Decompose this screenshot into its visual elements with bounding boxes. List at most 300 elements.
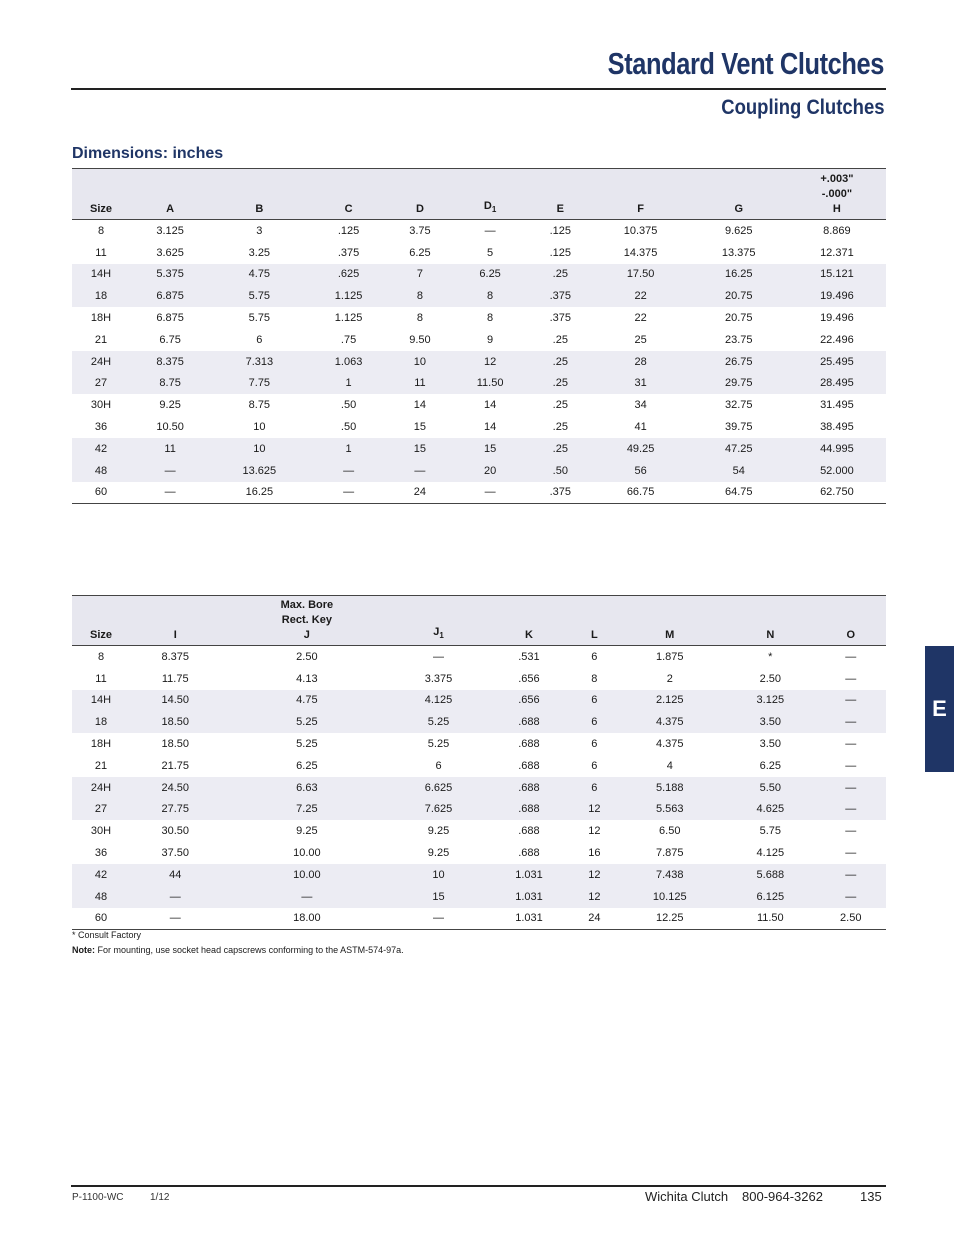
footnote: * Consult Factory [72,930,142,940]
table-cell: .688 [484,799,574,821]
table-row [72,329,886,351]
table-cell: 8.375 [130,351,210,373]
table-cell: 26.75 [690,351,788,373]
table-cell: 10.00 [220,864,393,886]
table-cell: 27.75 [130,799,220,821]
table-row [72,285,886,307]
table-cell: 6 [574,711,614,733]
table-cell: 22.496 [820,333,854,346]
table-cell: .688 [518,738,540,751]
table-cell: 11 [130,438,210,460]
table-cell: 4.75 [210,264,308,286]
table-cell: — [130,460,210,482]
table-cell: — [433,650,444,663]
table-row [72,394,886,416]
table-cell: 6 [256,333,263,346]
table-cell: 5.75 [248,312,271,325]
table-cell: 2.50 [759,672,781,685]
table-cell: 21.75 [161,759,189,772]
table-cell: 66.75 [626,486,655,499]
table-cell: — [484,224,496,237]
table-cell: 6 [435,759,442,772]
table-cell: 5.25 [220,711,393,733]
table-cell: .688 [484,711,574,733]
table-cell: 2.50 [296,650,318,663]
table-row [72,438,886,460]
table-cell: 9.50 [409,333,431,346]
table-cell: 7.313 [210,351,308,373]
table-row [72,668,886,690]
table-cell: 6.63 [220,777,393,799]
table-cell: 6.75 [159,333,181,346]
col-header-j: Max. Bore Rect. Key J [220,596,393,646]
table-cell: .75 [340,333,357,346]
table-row [72,842,886,864]
table-cell: 18.50 [161,738,189,751]
table-cell: 6 [591,759,598,772]
table-cell: 37.50 [161,847,189,860]
table-cell: 5.375 [130,264,210,286]
col-header-k: K [484,596,574,646]
table-cell: 1.031 [484,864,574,886]
table-cell: 62.750 [820,486,854,499]
table-cell: 9.25 [427,847,450,860]
table-row [72,799,886,821]
table-cell: 6.25 [296,759,318,772]
table-cell: 9.25 [296,825,318,838]
table-cell: — [845,650,857,663]
table-cell: 9.625 [724,224,753,237]
table-cell: 4.375 [614,711,725,733]
table-cell: — [130,886,220,908]
table-cell: 14 [483,399,497,412]
table-cell: 39.75 [724,421,753,434]
table-cell: .375 [549,312,571,325]
mounting-note [72,945,404,955]
table-cell: 32.75 [724,399,753,412]
table-cell: 1.875 [655,650,684,663]
table-cell: 11.75 [161,672,189,685]
table-cell: 1.031 [484,886,574,908]
table-cell: 48 [72,460,130,482]
table-cell: 19.496 [788,285,886,307]
table-cell: 7.75 [210,373,308,395]
table-cell: 2.50 [840,912,862,925]
dimensions-heading: Dimensions: inches [72,145,224,162]
table-cell: 28.495 [788,373,886,395]
table-cell: 3.125 [156,224,184,237]
table-cell: — [845,672,857,685]
footer-rule [71,1185,886,1187]
col-header-n: N [725,596,815,646]
table-cell: 7.875 [655,847,684,860]
table-row [72,886,886,908]
table-cell: 56 [592,460,690,482]
table-cell: 6.625 [393,777,483,799]
table-cell: .531 [518,650,540,663]
table-cell: 52.000 [788,460,886,482]
table-cell: 9.25 [159,399,181,412]
page-number: 135 [860,1189,882,1204]
note-label: Note: [72,945,95,955]
table-cell: .125 [549,224,571,237]
table-row [72,733,886,755]
table-cell: 14 [413,399,427,412]
table-cell: 4.625 [725,799,815,821]
table-row [72,646,886,668]
table-cell: — [845,825,857,838]
table-cell: 10 [210,438,308,460]
table-cell: 21 [94,759,108,772]
table-cell: 36 [94,421,108,434]
table-cell: 31 [592,373,690,395]
table-row [72,864,886,886]
table-cell: .375 [529,285,591,307]
table-cell: 44.995 [788,438,886,460]
table-cell: 4.13 [296,672,318,685]
table-cell: 1.031 [515,912,543,925]
table-cell: 6 [591,650,598,663]
table-cell: 12 [588,825,601,838]
col-header-size: Size [72,596,130,646]
table-cell: 4.125 [756,847,785,860]
table-cell: 8 [97,224,105,237]
table-cell: 16.25 [245,486,274,499]
table-cell: 20 [451,460,529,482]
footer-catalog-code: P-1100-WC [72,1192,124,1203]
table-cell: 42 [72,864,130,886]
table-cell: 4 [666,759,673,772]
table-cell: .656 [518,672,540,685]
table-cell: .125 [337,224,360,237]
table-cell: .688 [518,847,540,860]
table-cell: .625 [308,264,388,286]
table-cell: 31.495 [820,399,854,412]
table-cell: 15 [413,421,427,434]
table-row [72,264,886,286]
table-row [72,690,886,712]
table-cell: 12 [574,799,614,821]
table-cell: 10 [393,864,483,886]
table-header-row [72,169,886,220]
table-cell: 41 [634,421,647,434]
table-cell: 8.75 [130,373,210,395]
table-cell: 30H [90,825,112,838]
table-row [72,373,886,395]
table-cell: 8.869 [823,224,851,237]
table-cell: — [845,847,857,860]
table-cell: 12.25 [655,912,684,925]
table-cell: 10 [253,421,266,434]
table-cell: 6.25 [451,264,529,286]
table-cell: 11 [389,373,451,395]
table-cell: 8 [97,650,105,663]
table-cell: 3.25 [248,246,271,259]
table-cell: 5.75 [759,825,781,838]
col-header-d: D [389,169,451,220]
table-cell: 9 [487,333,494,346]
table-cell: — [433,912,444,925]
table-cell: 7.625 [393,799,483,821]
footer-date: 1/12 [150,1192,170,1203]
table-cell: 6 [591,738,598,751]
col-header-i: I [130,596,220,646]
page-subtitle: Coupling Clutches [720,96,884,119]
table-cell: 24H [72,351,130,373]
table-cell: 16.25 [690,264,788,286]
table-cell: 6.25 [759,759,781,772]
table-cell: 6.50 [659,825,681,838]
table-cell: 14.375 [623,246,658,259]
footer-company: Wichita Clutch [645,1189,729,1204]
table-cell: 6 [574,690,614,712]
col-header-a: A [130,169,210,220]
table-row [72,482,886,504]
table-cell: 21 [94,333,108,346]
table-cell: 8 [389,285,451,307]
table-row [72,242,886,264]
table-cell: — [816,777,886,799]
table-cell: 3.75 [409,224,431,237]
table-cell: 3.375 [424,672,453,685]
table-cell: .375 [337,246,360,259]
table-cell: 18H [90,312,112,325]
table-cell: 12 [574,864,614,886]
table-cell: 9.25 [427,825,450,838]
table-cell: .688 [484,777,574,799]
col-header-e: E [529,169,591,220]
col-header-d1: $D_1$ [451,169,529,220]
table-cell: 6.875 [130,285,210,307]
table-cell: .688 [518,759,540,772]
table-cell: 13.625 [210,460,308,482]
table-header-row [72,596,886,646]
col-header-l: L [574,596,614,646]
col-header-o: O [816,596,886,646]
table-cell: 29.75 [690,373,788,395]
table-cell: .688 [518,825,540,838]
dimensions-table-1 [72,168,886,504]
table-cell: 7 [389,264,451,286]
table-cell: 12.371 [820,246,854,259]
page-title: Standard Vent Clutches [607,46,884,81]
table-cell: 8.375 [161,650,189,663]
table-cell: — [220,886,393,908]
table-cell: 25 [634,333,647,346]
table-cell: — [845,738,857,751]
table-cell: 5.688 [725,864,815,886]
table-cell: 6 [574,777,614,799]
table-cell: 10.125 [614,886,725,908]
table-cell: — [343,486,355,499]
table-cell: — [816,799,886,821]
table-cell: 3.125 [725,690,815,712]
table-cell: 12 [451,351,529,373]
table-cell: 8 [451,285,529,307]
table-cell: 5.75 [210,285,308,307]
note-text: For mounting, use socket head capscrews conforming to the ASTM-574-97a. [95,945,404,955]
table-cell: 60 [94,912,108,925]
table-cell: 15 [393,886,483,908]
table-cell: 2.125 [614,690,725,712]
table-cell: 7.25 [220,799,393,821]
table-cell: * [768,650,773,663]
table-cell: 30H [90,399,112,412]
table-cell: 6.125 [725,886,815,908]
table-cell: 16 [588,847,601,860]
table-cell: 12 [574,886,614,908]
table-cell: .25 [552,421,568,434]
col-header-c: C [308,169,388,220]
table-cell: 11.50 [756,912,784,925]
table-cell: 34 [634,399,647,412]
table-cell: 1.125 [334,312,363,325]
table-cell: 5.25 [427,738,450,751]
table-cell: — [816,864,886,886]
table-cell: .25 [552,333,568,346]
table-cell: 22 [634,312,647,325]
table-cell: 47.25 [690,438,788,460]
table-cell: 18H [90,738,112,751]
table-row [72,755,886,777]
col-header-b: B [210,169,308,220]
table-cell: 14 [483,421,497,434]
table-cell: 25.495 [788,351,886,373]
table-row [72,908,886,930]
table-cell: 1.125 [308,285,388,307]
table-cell: 20.75 [724,312,753,325]
table-cell: 23.75 [724,333,753,346]
table-cell: — [164,486,176,499]
col-header-m: M [614,596,725,646]
table-cell: 10.00 [293,847,321,860]
dimensions-table-2 [72,595,886,930]
table-cell: 8 [487,312,494,325]
table-cell: 24.50 [130,777,220,799]
table-cell: 5.50 [725,777,815,799]
table-cell: 4.75 [220,690,393,712]
table-cell: 11.50 [451,373,529,395]
table-row [72,220,886,242]
table-cell: — [845,759,857,772]
table-cell: .125 [549,246,571,259]
col-header-h: +.003" -.000" H [788,169,886,220]
table-row [72,351,886,373]
table-cell: 15.121 [788,264,886,286]
table-cell: — [816,886,886,908]
table-cell: .50 [529,460,591,482]
table-cell: 18 [72,711,130,733]
table-cell: — [484,486,496,499]
table-1-body [72,220,886,504]
table-cell: 18.50 [130,711,220,733]
table-row [72,460,886,482]
table-row [72,777,886,799]
table-cell: 5.25 [296,738,318,751]
table-cell: 11 [95,246,107,259]
table-cell: .25 [529,264,591,286]
table-cell: 14H [72,690,130,712]
table-cell: 3 [256,224,263,237]
table-cell: 4.125 [393,690,483,712]
table-cell: — [816,711,886,733]
table-cell: — [389,460,451,482]
table-cell: .50 [340,421,357,434]
table-cell: 22 [592,285,690,307]
table-cell: 13.375 [721,246,756,259]
table-cell: 7.438 [614,864,725,886]
table-cell: 64.75 [724,486,753,499]
table-row [72,416,886,438]
table-cell: 3.50 [759,738,781,751]
table-cell: 38.495 [820,421,854,434]
table-cell: 4.375 [655,738,684,751]
table-cell: — [816,690,886,712]
table-cell: 10.375 [623,224,658,237]
table-cell: 54 [690,460,788,482]
table-cell: 5.25 [393,711,483,733]
table-cell: 5.188 [614,777,725,799]
table-cell: .656 [484,690,574,712]
table-cell: 24H [72,777,130,799]
table-cell: .25 [552,399,568,412]
table-cell: 20.75 [690,285,788,307]
table-cell: 18 [72,285,130,307]
table-row [72,711,886,733]
table-cell: 15 [389,438,451,460]
table-row [72,307,886,329]
table-cell: 15 [451,438,529,460]
table-cell: 14.50 [130,690,220,712]
table-cell: — [308,460,388,482]
table-cell: .25 [529,373,591,395]
table-cell: 18.00 [293,912,321,925]
table-cell: 14H [72,264,130,286]
table-2-body [72,646,886,930]
table-row [72,820,886,842]
table-cell: .375 [549,486,571,499]
table-cell: 3.625 [156,246,184,259]
col-header-g: G [690,169,788,220]
table-cell: 6.875 [156,312,184,325]
table-cell: 11 [95,672,107,685]
table-cell: 2 [666,672,673,685]
table-cell: 48 [72,886,130,908]
col-header-j1: $J_1$ [393,596,483,646]
table-cell: 24 [588,912,601,925]
table-cell: 27 [72,373,130,395]
table-cell: 10 [389,351,451,373]
table-cell: 3.50 [725,711,815,733]
table-cell: 5.563 [614,799,725,821]
table-cell: 5 [487,246,494,259]
table-cell: 8.75 [248,399,271,412]
header-rule [71,88,886,90]
table-cell: 8 [591,672,598,685]
table-cell: 30.50 [161,825,189,838]
table-cell: 6.25 [409,246,431,259]
table-cell: 49.25 [592,438,690,460]
table-cell: .50 [340,399,357,412]
table-cell: 42 [72,438,130,460]
col-header-size: Size [72,169,130,220]
col-header-f: F [592,169,690,220]
table-cell: 1 [308,373,388,395]
table-cell: 24 [413,486,427,499]
table-cell: — [169,912,181,925]
table-cell: .25 [529,351,591,373]
section-tab: E [925,646,954,772]
